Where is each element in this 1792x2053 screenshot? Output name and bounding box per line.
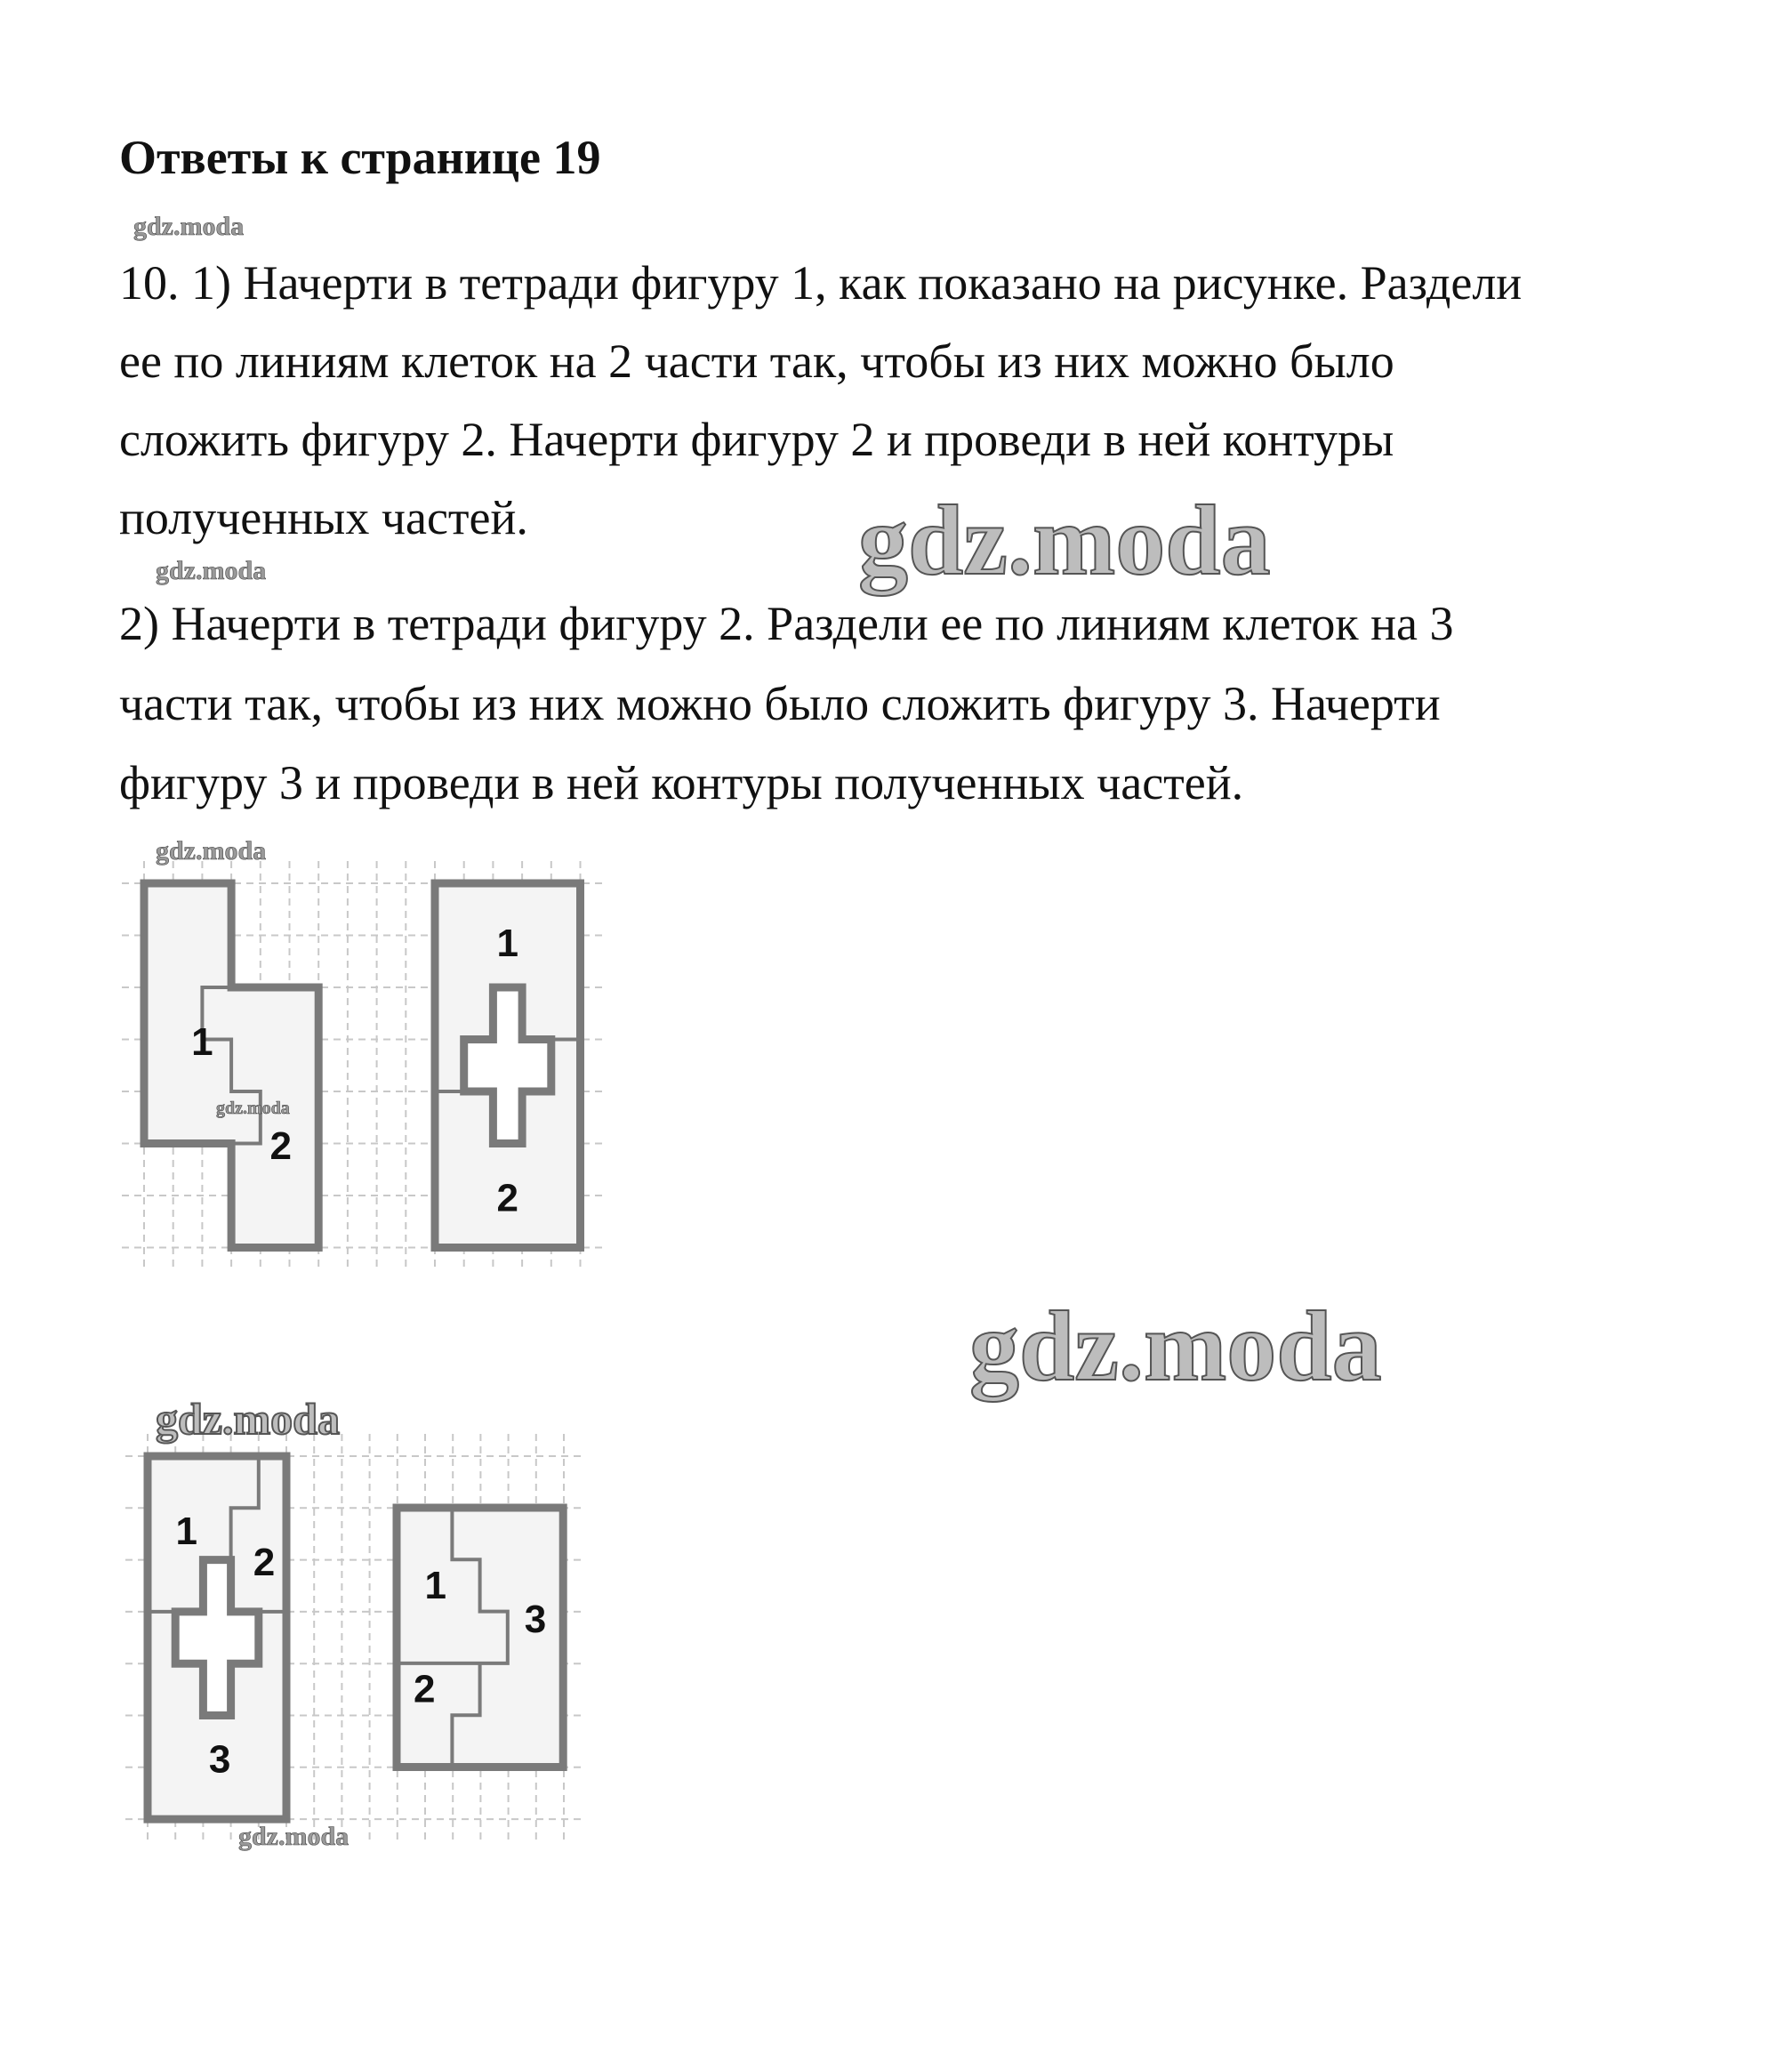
figure-2-part-label: 2	[496, 1176, 518, 1220]
figure-3-part-label: 2	[253, 1541, 276, 1585]
figure-1-part-label: 1	[191, 1020, 213, 1065]
figure-2-part-label: 1	[496, 921, 518, 965]
figure-1-part-label: 2	[269, 1124, 292, 1169]
figure-4-part-label: 2	[413, 1667, 436, 1711]
watermark: gdz.moda	[156, 1394, 340, 1444]
figure-4-part-label: 3	[524, 1597, 547, 1641]
watermark: gdz.moda	[238, 1822, 350, 1851]
watermark: gdz.moda	[133, 212, 245, 241]
watermark: gdz.moda	[216, 1099, 290, 1118]
watermark: gdz.moda	[156, 836, 267, 865]
watermark: gdz.moda	[969, 1292, 1382, 1402]
task-text-line: части так, чтобы из них можно было сложить фигуру 3. Начерти	[119, 677, 1441, 730]
task-text-line: 10. 1) Начерти в тетради фигуру 1, как показано на рисунке. Раздели	[119, 256, 1523, 310]
page-title: Ответы к странице 19	[119, 131, 601, 184]
figure-4-part-label: 1	[424, 1564, 446, 1608]
figure-3-part-label: 3	[208, 1737, 231, 1782]
watermark: gdz.moda	[858, 486, 1271, 596]
task-text-line: 2) Начерти в тетради фигуру 2. Раздели ее по линиям клеток на 3	[119, 597, 1454, 650]
task-text-line: полученных частей.	[119, 491, 528, 544]
task-text-line: сложить фигуру 2. Начерти фигуру 2 и проведи в ней контуры	[119, 413, 1394, 466]
watermark: gdz.moda	[156, 556, 267, 585]
figure-3-part-label: 1	[175, 1510, 197, 1554]
task-text-line: фигуру 3 и проведи в ней контуры полученных частей.	[119, 756, 1244, 809]
task-text-line: ее по линиям клеток на 2 части так, чтобы из них можно было	[119, 334, 1394, 388]
